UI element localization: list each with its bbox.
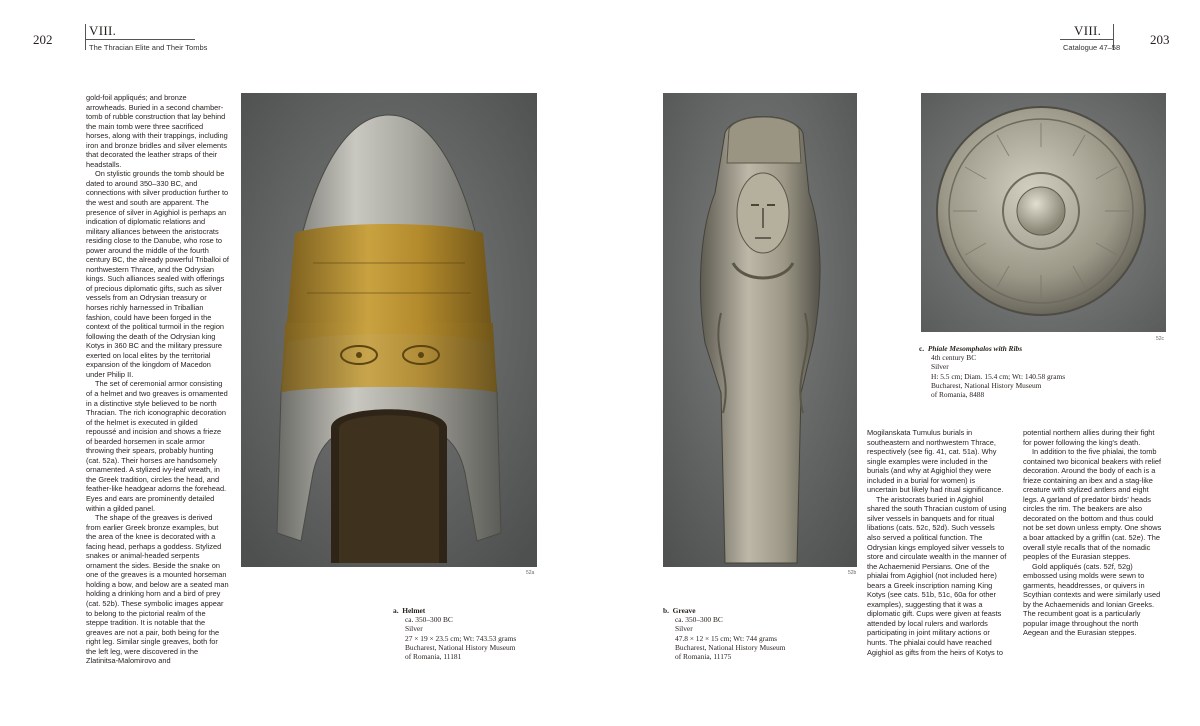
greave-photo: [663, 93, 857, 567]
caption-line: Bucharest, National History Museum: [405, 642, 516, 652]
caption-line: ca. 350–300 BC: [405, 615, 453, 625]
right-chapter-number: VIII.: [1074, 23, 1102, 38]
helmet-photo-label: 52a: [526, 570, 535, 576]
greave-illustration: [663, 93, 857, 567]
paragraph: In addition to the five phialai, the tomb contained two biconical beakers with relief decoration. Around the body of each is a frieze containing an ibex and a stag-like creature with stylized antlers and eight legs. A garland of predator birds' heads circles the rim. The beakers are also decorated on the bottom and thus could not be set down unless empty. One shows a boar attacked by a griffin (cat. 52e). The overall style recalls that of the nomadic peoples of the Eurasian steppes.: [1023, 447, 1162, 562]
helmet-caption: [393, 606, 516, 661]
paragraph: The shape of the greaves is derived from earlier Greek bronze examples, but the area of the knee is decorated with a facing head, perhaps a goddess. Stylized snakes or animal-headed serpents ornament the sides. Beside the snake on one of the greaves is a mounted horseman holding a bow, and below are a seated man holding a drinking horn and a bird of prey (cat. 52b). These symbolic images appear to belong to the pictorial realm of the steppe tradition. It is notable that the greaves are not a pair, both being for the right leg. Similar single greaves, both for the left leg, were discovered in the Zlatinitsa-Malomirovo and: [86, 513, 229, 666]
helmet-illustration: [241, 93, 537, 567]
caption-letter: a.: [393, 606, 399, 615]
left-running-title: The Thracian Elite and Their Tombs: [89, 43, 208, 52]
caption-line: Silver: [405, 624, 423, 634]
caption-line: of Romania, 8488: [931, 390, 985, 400]
right-page-number: 203: [1150, 32, 1170, 47]
greave-caption: [663, 606, 785, 661]
right-running-title: Catalogue 47–58: [1063, 43, 1121, 52]
caption-line: Bucharest, National History Museum: [931, 380, 1042, 390]
phiale-caption: [919, 344, 1065, 399]
phiale-photo: [921, 93, 1166, 332]
left-header-hrule: [85, 39, 195, 40]
caption-line: Silver: [675, 624, 693, 634]
paragraph: potential northern allies during their fight for power following the king's death.: [1023, 428, 1155, 447]
paragraph: The aristocrats buried in Agighiol shared the south Thracian custom of using silver vessels in banquets and for ritual libations (cats. 52c, 52d). Such vessels also served a political function. The Odrysian kings employed silver vessels to store and circulate wealth in the manner of the Achaemenid Persians. One of the phialai from Agighiol (not included here) bears a Greek inscription naming King Kotys (see cats. 51b, 51c, 60a for other examples), suggesting that it was a diplomatic gift. Cups were given at feasts attended by local rulers and warlords participating in joint military actions or hunts. The phialai could have reached Agighiol as gifts from the heirs of Kotys to: [867, 494, 1007, 657]
caption-title: Greave: [672, 606, 696, 615]
caption-letter: c.: [919, 344, 925, 353]
caption-title: Helmet: [402, 606, 426, 615]
caption-line: of Romania, 11175: [675, 652, 732, 662]
paragraph: Gold appliqués (cats. 52f, 52g) embossed using molds were sewn to garments, headdresses, or quivers in Scythian contexts and were similarly used by the Achaemenids and Ionian Greeks. The recumbent goat is a particularly popular image throughout the north Aegean and the Eurasian steppes.: [1023, 561, 1161, 638]
left-body-text: [86, 93, 229, 666]
caption-line: ca. 350–300 BC: [675, 615, 723, 625]
left-page-number: 202: [33, 32, 53, 47]
caption-line: H: 5.5 cm; Diam. 15.4 cm; Wt: 140.58 grams: [931, 371, 1066, 381]
helmet-photo: [241, 93, 537, 567]
caption-title: Phiale Mesomphalos with Ribs: [927, 344, 1023, 353]
paragraph: The set of ceremonial armor consisting of a helmet and two greaves is ornamented in a distinctive style believed to be north Thracian. The rich iconographic decoration of the helmet is executed in gilded repoussé and incision and shows a frieze of bearded horsemen in scale armor throwing their spears, probably hunting (cat. 52a). Their horses are handsomely ornamented. A stylized ivy-leaf wreath, in the Greek tradition, circles the head, and feather-like headgear adorns the forehead. Eyes and ears are prominently detailed within a gilded panel.: [86, 379, 228, 513]
greave-photo-label: 52b: [848, 570, 857, 576]
paragraph: On stylistic grounds the tomb should be dated to around 350–330 BC, and connections with silver production further to the west and south are apparent. The presence of silver in Agighiol is perhaps an indication of diplomatic relations and military alliances between the aristocrats residing close to the Danube, who rose to power around the middle of the fourth century BC, the already powerful Triballoi of northwestern Thrace, and the Odrysian kings. Such alliances sealed with offerings of precious diplomatic gifts, such as silver vessels from an Odrysian treasury or horses richly harnessed in Triballian fashion, could have been forged in the context of the political turmoil in the region following the death of the Odrysian king Kotys in 360 BC and the military pressure exerted on local elites by the territorial expansion of the kingdom of Macedon under Philip II.: [86, 169, 229, 379]
caption-line: Silver: [931, 362, 949, 372]
phiale-photo-label: 52c: [1156, 336, 1165, 342]
caption-line: Bucharest, National History Museum: [675, 642, 786, 652]
paragraph: Mogilanskata Tumulus burials in southeastern and northwestern Thrace, respectively (see fig. 41, cat. 51a). Why single examples were included in the burials (and why at Agighiol they were included in a burial for women) is uncertain but likely had ritual significance.: [867, 428, 1004, 495]
caption-line: 27 × 19 × 23.5 cm; Wt: 743.53 grams: [405, 633, 517, 643]
left-header-rule: [85, 24, 86, 50]
paragraph: gold-foil appliqués; and bronze arrowheads. Buried in a second chamber-tomb of rubble construction that lay behind the main tomb were three sacrificed horses, along with their trappings, including iron and bronze bridles and silver elements that decorated the leather straps of their headstalls.: [86, 93, 228, 169]
left-chapter-number: VIII.: [89, 23, 117, 38]
phiale-illustration: [921, 93, 1166, 332]
right-header-hrule: [1060, 39, 1114, 40]
right-body-column-1: [867, 428, 1007, 657]
caption-line: 4th century BC: [931, 353, 977, 363]
caption-line: of Romania, 11181: [405, 652, 462, 662]
right-body-column-2: [1023, 428, 1165, 638]
caption-line: 47.8 × 12 × 15 cm; Wt: 744 grams: [675, 633, 778, 643]
caption-letter: b.: [663, 606, 669, 615]
